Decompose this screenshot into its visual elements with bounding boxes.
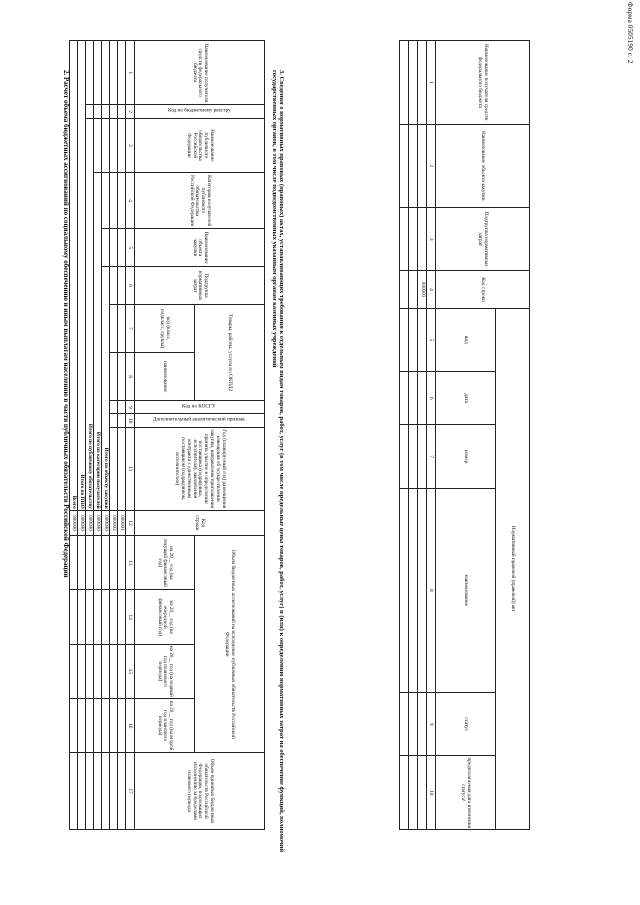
total-row: [94, 41, 102, 830]
total-row: [78, 41, 86, 830]
s3-hdr-name: наименование: [436, 488, 496, 692]
s3-hdr-row-code: Код строки: [436, 271, 530, 308]
col-num: 4: [126, 173, 135, 229]
col-num: 4: [427, 271, 436, 308]
s3-hdr-number: номер: [436, 425, 496, 488]
section2-title: 2. Расчет объема бюджетных ассигнований по социальному обеспечению и иным выплатам населению в части публичных обязательств Российской Федерации: [62, 70, 70, 578]
s3-hdr-status: статус: [436, 693, 496, 756]
hdr-category-name: Наименование публичного обязательства Российской Федерации: [135, 118, 265, 172]
hdr-category: Категория получателей публичного обязательства Российской Федерации: [135, 173, 265, 229]
hdr-extra-sign: Дополнительный аналитический признак: [135, 414, 265, 427]
s3-hdr-kind: вид: [436, 308, 496, 371]
col-num: 8: [126, 353, 135, 401]
total-code: 000090: [102, 510, 110, 536]
col-num: 2: [427, 124, 436, 208]
col-num: 2: [126, 105, 135, 118]
col-num: 6: [126, 267, 135, 305]
hdr-volume-after: Объем принятых бюджетных обязательств Российской Федерации, подлежащих исполнению за пределами планового периода: [135, 753, 265, 830]
s3-hdr-npa: Нормативный правовой (правовой) акт: [496, 308, 530, 829]
total-row: [86, 41, 94, 830]
col-num: 14: [126, 590, 135, 644]
total-code: 000090: [78, 510, 86, 536]
s3-hdr-recipient-name: Наименование получателя средств федерального бюджета: [436, 41, 530, 125]
col-num: 10: [126, 414, 135, 427]
total-label: Итого по публичному обязательству: [86, 118, 94, 510]
hdr-recipient-name: Наименование получателя средств федерального бюджета: [135, 41, 265, 105]
col-num: 13: [126, 536, 135, 590]
total-label: Итого по ПНО: [78, 41, 86, 511]
col-number-row: [126, 41, 135, 830]
hdr-okpd-name: наименование: [135, 353, 195, 401]
hdr-okpd-group: Товары, работы, услуги по ОКПД2: [195, 305, 265, 401]
col-num: 16: [126, 698, 135, 752]
form-label: Форма 0505190 с. 2: [626, 2, 634, 64]
hdr-y-next: на 20__ год (на очередной финансовый год): [135, 590, 195, 644]
col-num: 10: [427, 756, 436, 830]
col-num: 1: [427, 41, 436, 125]
hdr-volume-group: Объем бюджетных ассигнований на исполнение публичных обязательств Российской Федерации: [195, 536, 265, 753]
section3-title: 3. Сведения о нормативных правовых (правовых) актах, устанавливающих требования к отдельным видам товаров, работ, услуг (в том числе предельные цены товаров, работ, услуг) и (или) к определению нормативных затрат на обеспечение функций, полномочий государственных органов, в том числе подведомственных указанным органам казенных учреждений: [271, 70, 285, 853]
table-row: [110, 41, 118, 830]
hdr-kosgu: Код по КОСГУ: [135, 401, 265, 414]
col-num: 5: [126, 229, 135, 267]
s3-hdr-object-name: Наименование объекта закупки: [436, 124, 530, 208]
col-num: 7: [126, 305, 135, 353]
table-row: [118, 41, 126, 830]
hdr-object-name: Наименование объекта закупки: [135, 229, 265, 267]
col-num: 9: [427, 693, 436, 756]
hdr-year-planned: Год (планируемый год) размещения извещения об осуществлении закупки, направления приглашения принять участие в определении поставщика (подрядчика, исполнителя), заключения контракта с единственным поставщиком (подрядчиком, исполнителем): [135, 427, 265, 510]
row-code: 000001: [118, 510, 126, 536]
col-num: 5: [427, 308, 436, 371]
hdr-y-first: на 20__ год (на первый год планового периода): [135, 644, 195, 698]
hdr-y-current: на 20__ год (на текущий финансовый год): [135, 536, 195, 590]
s3-hdr-subgroup: Подгруппа нормативных затрат: [436, 208, 530, 271]
hdr-okpd-code: код (класс, подкласс, группа): [135, 305, 195, 353]
s3-hdr-date: дата: [436, 372, 496, 425]
col-num: 7: [427, 425, 436, 488]
col-num: 9: [126, 401, 135, 414]
total-label: Итого по категории получателей: [94, 173, 102, 511]
col-num: 12: [126, 510, 135, 536]
table-row: [409, 41, 418, 830]
total-label: Итого по объекту закупки: [102, 267, 110, 511]
s3-col-number-row: [427, 41, 436, 830]
col-num: 1: [126, 41, 135, 105]
col-num: 11: [126, 427, 135, 510]
total-row: [102, 41, 110, 830]
s3-hdr-status-date: предполагаемая дата изменения статуса¹: [436, 756, 496, 830]
total-code: 900000: [70, 510, 78, 536]
total-label: Всего: [70, 41, 78, 511]
total-code: 000090: [86, 510, 94, 536]
row-code: 000002: [110, 510, 118, 536]
hdr-row-code: Код строки: [135, 510, 265, 536]
hdr-subgroup: Подгруппа нормативных затрат: [135, 267, 265, 305]
col-num: 15: [126, 644, 135, 698]
total-row: [70, 41, 78, 830]
section2-table: [69, 40, 265, 830]
table-row: [400, 41, 409, 830]
col-num: 6: [427, 372, 436, 425]
section3-table: [399, 40, 530, 830]
hdr-budget-code: Код по бюджетному реестру: [135, 105, 265, 118]
col-num: 8: [427, 488, 436, 692]
table-row: [418, 41, 427, 830]
row-code: 000001: [418, 271, 427, 308]
hdr-y-second: на 20__ год (на второй год планового периода): [135, 698, 195, 752]
col-num: 17: [126, 753, 135, 830]
total-code: 000090: [94, 510, 102, 536]
col-num: 3: [126, 118, 135, 172]
col-num: 3: [427, 208, 436, 271]
